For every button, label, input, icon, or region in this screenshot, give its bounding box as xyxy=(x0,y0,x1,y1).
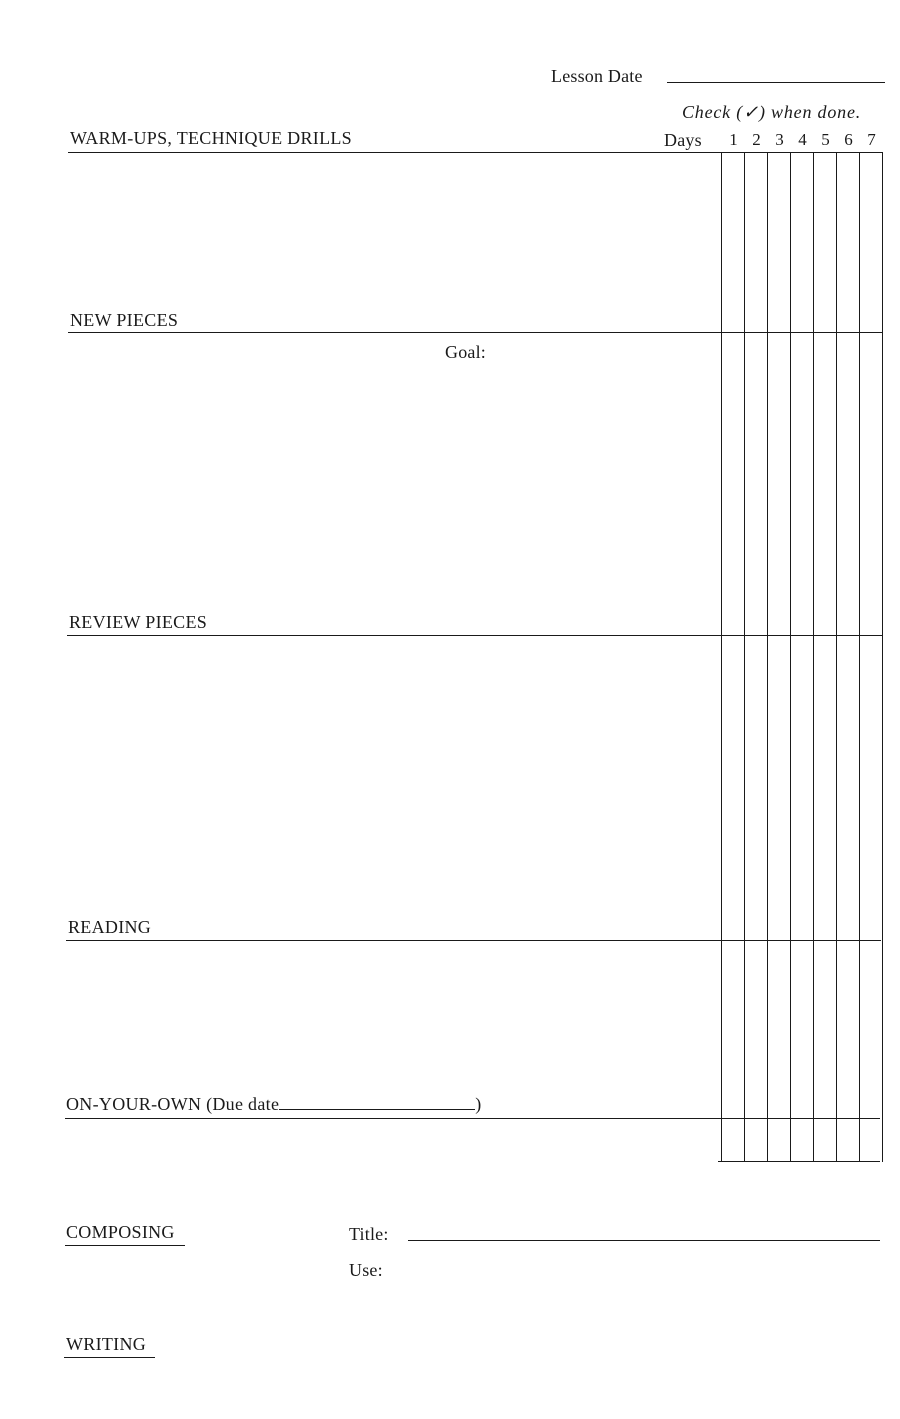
checklist-grid-line-2 xyxy=(767,152,768,1162)
use-label: Use: xyxy=(349,1260,383,1280)
due-date-field[interactable] xyxy=(279,1095,475,1110)
section-writing-title: WRITING xyxy=(66,1334,147,1354)
writing-underline xyxy=(64,1357,155,1358)
section-warmups-title: WARM-UPS, TECHNIQUE DRILLS xyxy=(70,128,352,148)
lesson-date-field[interactable] xyxy=(667,82,885,83)
composing-underline xyxy=(65,1245,185,1246)
day-number-4: 4 xyxy=(798,130,807,149)
lesson-date-label: Lesson Date xyxy=(551,66,643,86)
checklist-grid-line-0 xyxy=(721,152,722,1162)
day-number-5: 5 xyxy=(821,130,830,149)
check-instruction: Check (✓) when done. xyxy=(682,102,862,122)
section-composing-title: COMPOSING xyxy=(66,1222,175,1242)
section-new-pieces-title: NEW PIECES xyxy=(70,310,179,330)
checklist-grid-line-6 xyxy=(859,152,860,1162)
day-number-1: 1 xyxy=(729,130,738,149)
checklist-grid-line-3 xyxy=(790,152,791,1162)
section-reading-title: READING xyxy=(68,917,152,937)
review-pieces-rule xyxy=(67,635,882,636)
days-label: Days xyxy=(664,130,702,150)
day-number-3: 3 xyxy=(775,130,784,149)
section-review-pieces-title: REVIEW PIECES xyxy=(69,612,208,632)
checklist-grid-bottom xyxy=(718,1161,880,1162)
checklist-grid-line-7 xyxy=(882,152,883,1162)
checklist-grid-line-5 xyxy=(836,152,837,1162)
title-field[interactable] xyxy=(408,1240,880,1241)
goal-label: Goal: xyxy=(445,342,486,362)
day-number-6: 6 xyxy=(844,130,853,149)
checklist-grid-line-4 xyxy=(813,152,814,1162)
reading-rule xyxy=(66,940,881,941)
day-number-2: 2 xyxy=(752,130,761,149)
on-your-own-rule xyxy=(65,1118,880,1119)
on-your-own-close: ) xyxy=(475,1094,482,1114)
new-pieces-rule xyxy=(68,332,883,333)
warmups-rule xyxy=(68,152,883,153)
title-label: Title: xyxy=(349,1224,389,1244)
section-on-your-own-title xyxy=(66,1094,482,1115)
on-your-own-label: ON-YOUR-OWN (Due date xyxy=(66,1094,280,1114)
checklist-grid-line-1 xyxy=(744,152,745,1162)
day-number-7: 7 xyxy=(867,130,876,149)
